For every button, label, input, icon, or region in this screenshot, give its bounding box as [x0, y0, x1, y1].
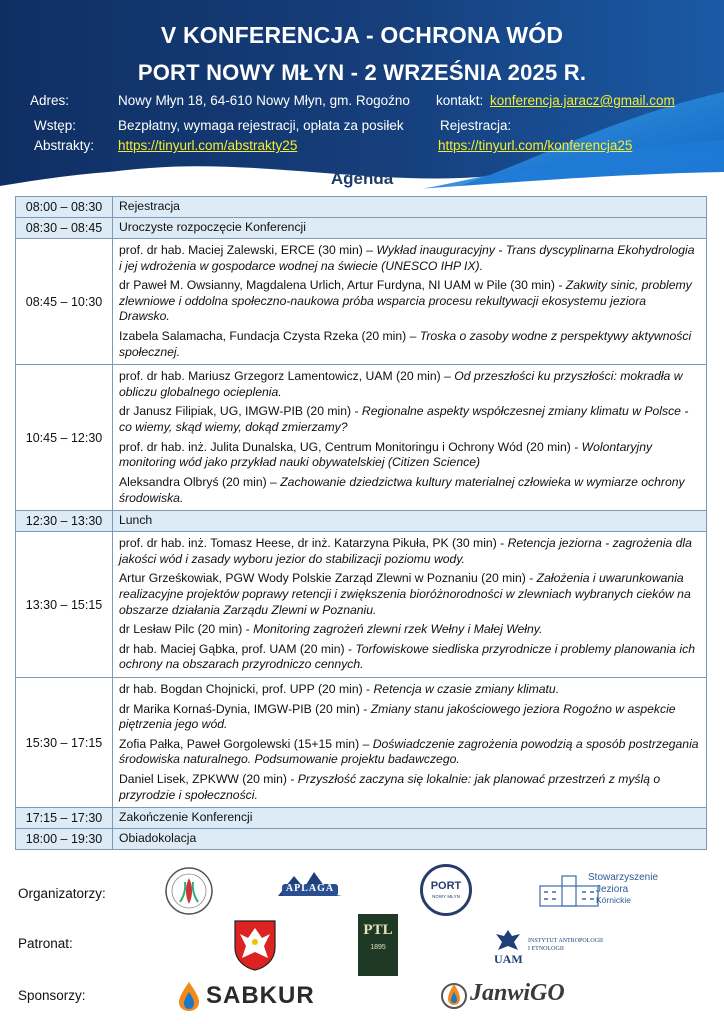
patrons-label: Patronat:	[18, 936, 73, 951]
event-cell: Rejestracja	[113, 197, 707, 218]
time-cell: 08:45 – 10:30	[16, 239, 113, 365]
talk-item	[119, 404, 700, 435]
coat-of-arms-icon	[232, 918, 278, 972]
institute-text-2: I ETNOLOGII	[528, 946, 564, 952]
talk-title: Założenia i uwarunkowania realizacyjne projektów poprawy retencji i zwiększenia bioróżnorodności w zlewniach wybranych cieków na obszarze działania Zarządu Zlewni w Poznaniu.	[119, 571, 691, 617]
ptl-logo-year: 1895	[370, 944, 386, 951]
time-cell: 15:30 – 17:15	[16, 678, 113, 808]
talk-item	[119, 329, 700, 360]
janwigo-flame-icon	[440, 978, 468, 1010]
talk-duration: (20 min) -	[311, 701, 371, 716]
conference-subtitle: PORT NOWY MŁYN - 2 WRZEŚNIA 2025 R.	[137, 60, 587, 85]
janwigo-text: JanwiGO	[470, 980, 565, 1006]
ptl-logo	[358, 914, 398, 976]
conference-title: V KONFERENCJA - OCHRONA WÓD	[160, 22, 564, 48]
session-cell	[113, 365, 707, 511]
talk-speaker: dr Marika Kornaś-Dynia, IMGW-PIB	[119, 701, 312, 716]
agenda-title: Agenda	[330, 169, 394, 188]
talk-title: Od przeszłości ku przyszłości: mokradła w obliczu globalnego ocieplenia.	[119, 369, 683, 399]
port-nowy-mlyn-logo	[420, 864, 472, 916]
uam-institute-logo	[494, 928, 614, 968]
time-cell: 12:30 – 13:30	[16, 511, 113, 532]
talk-title: Wolontaryjny monitoring wód jako przykład nauki obywatelskiej (Citizen Science)	[119, 439, 653, 470]
session-cell	[113, 239, 707, 365]
sponsors-label: Sponsorzy:	[18, 988, 86, 1003]
talk-speaker: dr Paweł M. Owsianny, Magdalena Urlich, Artur Furdyna, NI UAM w Pile	[119, 278, 507, 293]
table-row	[16, 829, 707, 850]
contact-label: kontakt:	[436, 93, 484, 108]
agenda-table	[15, 196, 707, 850]
address-label: Adres:	[30, 93, 70, 108]
session-cell	[113, 678, 707, 808]
entry-label: Wstęp:	[34, 118, 77, 133]
stowarzyszenie-logo	[538, 868, 668, 910]
session-cell	[113, 532, 707, 678]
registration-label: Rejestracja:	[440, 118, 512, 133]
talk-speaker: Aleksandra Olbryś	[119, 474, 219, 489]
talk-duration: (20 min) -	[314, 682, 374, 697]
time-cell: 13:30 – 15:15	[16, 532, 113, 678]
talk-duration: (20 min) -	[194, 622, 254, 637]
uam-text: UAM	[494, 952, 523, 966]
talk-speaker: prof. dr hab. inż. Julita Dunalska, UG, Centrum Monitoringu i Ochrony Wód	[119, 439, 523, 454]
talk-item	[119, 642, 700, 673]
registration-link[interactable]: https://tinyurl.com/konferencja25	[438, 138, 633, 153]
talk-title: Doświadczenie zagrożenia powodzią a sposób postrzegania środowiska naturalnego. Podsumowanie projektu badawczego.	[119, 736, 699, 767]
talk-duration: (30 min) –	[314, 243, 377, 257]
talk-item	[119, 369, 700, 400]
talk-title: Wykład inauguracyjny - Trans dyscyplinarna Ekohydrologia i jej wdrożenia w gospodarce wodnej na świecie (UNESCO IHP IX).	[119, 243, 695, 273]
sabkur-logo	[176, 980, 326, 1012]
port-logo-text: PORT	[430, 880, 462, 892]
stowarzyszenie-text-1: Stowarzyszenie	[588, 872, 659, 883]
talk-item	[119, 475, 700, 506]
talk-speaker: Izabela Salamacha, Fundacja Czysta Rzeka	[119, 329, 359, 344]
abstracts-link[interactable]: https://tinyurl.com/abstrakty25	[118, 138, 298, 153]
time-cell: 08:00 – 08:30	[16, 197, 113, 218]
table-row	[16, 808, 707, 829]
society-seal-logo	[164, 866, 214, 916]
talk-duration: (20 min) –	[392, 369, 455, 384]
table-row	[16, 197, 707, 218]
talk-speaker: dr hab. Bogdan Chojnicki, prof. UPP	[119, 682, 315, 697]
talk-duration: (20 min) -	[302, 404, 362, 419]
talk-item	[119, 571, 700, 618]
time-cell: 18:00 – 19:30	[16, 829, 113, 850]
event-cell: Lunch	[113, 511, 707, 532]
table-row	[16, 511, 707, 532]
table-row	[16, 239, 707, 365]
time-cell: 08:30 – 08:45	[16, 218, 113, 239]
talk-speaker: dr Janusz Filipiak, UG, IMGW-PIB	[119, 404, 303, 419]
header-banner	[0, 0, 724, 195]
event-cell: Zakończenie Konferencji	[113, 808, 707, 829]
aplaga-logo	[274, 866, 346, 906]
talk-title: Przyszłość zaczyna się lokalnie: jak planować przestrzeń z myślą o przyrodzie i społeczności.	[119, 772, 661, 802]
abstracts-label: Abstrakty:	[34, 138, 95, 153]
talk-duration: (15+15 min) –	[290, 736, 373, 751]
talk-title: Regionalne aspekty współczesnej zmiany klimatu w Polsce - co wiemy, skąd wiemy, dokąd zmierzamy?	[119, 404, 689, 435]
entry-value: Bezpłatny, wymaga rejestracji, opłata za posiłek	[118, 118, 404, 133]
organizers-label: Organizatorzy:	[18, 886, 106, 901]
talk-item	[119, 440, 700, 471]
talk-item	[119, 243, 700, 274]
talk-title: Zakwity sinic, problemy zlewniowe i oddolna społeczno-naukowa próba wsparcia procesu rekultywacji ekosystemu jeziora Drawsko.	[119, 278, 692, 324]
time-cell: 10:45 – 12:30	[16, 365, 113, 511]
talk-duration: (30 min) -	[448, 536, 508, 551]
table-row	[16, 365, 707, 511]
contact-email-link[interactable]: konferencja.jaracz@gmail.com	[490, 93, 675, 108]
port-logo-subtext: NOWY MŁYN	[432, 894, 460, 899]
talk-item	[119, 622, 700, 638]
time-cell: 17:15 – 17:30	[16, 808, 113, 829]
talk-title: Monitoring zagrożeń zlewni rzek Wełny i Małej Wełny.	[253, 622, 543, 637]
talk-item	[119, 682, 700, 698]
talk-title: Zmiany stanu jakościowego jeziora Rogoźno w aspekcie piętrzenia jego wód.	[119, 701, 676, 732]
talk-title: Retencja jeziorna - zagrożenia dla jakości wód i zasady wyboru jezior do stabilizacji poziomu wody.	[119, 536, 692, 566]
talk-title: Retencja w czasie zmiany klimatu.	[373, 682, 560, 697]
talk-speaker: dr hab. Maciej Gąbka, prof. UAM	[119, 641, 297, 656]
ptl-logo-text: PTL	[363, 922, 393, 938]
talk-speaker: prof. dr hab. inż. Tomasz Heese, dr inż. Katarzyna Pikuła, PK	[119, 536, 449, 551]
table-row	[16, 532, 707, 678]
talk-item	[119, 772, 700, 803]
event-cell: Obiadokolacja	[113, 829, 707, 850]
stowarzyszenie-text-3: Kórnickie	[596, 895, 631, 905]
address-value: Nowy Młyn 18, 64-610 Nowy Młyn, gm. Rogoźno	[118, 93, 410, 108]
event-cell: Uroczyste rozpoczęcie Konferencji	[113, 218, 707, 239]
table-row	[16, 218, 707, 239]
talk-duration: (20 min) –	[358, 329, 420, 344]
aplaga-text: APLAGA	[285, 883, 335, 894]
uam-eagle-icon	[494, 928, 522, 952]
talk-duration: (20 min) -	[477, 571, 537, 586]
talk-duration: (30 min) -	[506, 278, 566, 293]
talk-item	[119, 536, 700, 567]
talk-item	[119, 278, 700, 325]
talk-title: Troska o zasoby wodne z perspektywy aktywności społecznej.	[119, 329, 692, 359]
sabkur-text: SABKUR	[206, 982, 315, 1009]
talk-title: Torfowiskowe siedliska przyrodnicze i problemy planowania ich ochrony na obszarach przyrodniczo cennych.	[119, 641, 695, 672]
talk-duration: (20 min) -	[522, 439, 582, 454]
talk-speaker: Artur Grześkowiak, PGW Wody Polskie Zarząd Zlewni w Poznaniu	[119, 571, 478, 586]
talk-speaker: dr Lesław Pilc	[119, 622, 195, 637]
talk-speaker: Zofia Pałka, Paweł Gorgolewski	[119, 736, 291, 751]
talk-speaker: prof. dr hab. Mariusz Grzegorz Lamentowicz, UAM	[119, 369, 393, 384]
talk-item	[119, 702, 700, 733]
talk-duration: (20 min) -	[296, 641, 356, 656]
flame-drop-icon	[176, 980, 202, 1012]
talk-item	[119, 737, 700, 768]
table-row	[16, 678, 707, 808]
talk-speaker: prof. dr hab. Maciej Zalewski, ERCE	[119, 243, 315, 257]
talk-speaker: Daniel Lisek, ZPKWW	[119, 772, 239, 787]
talk-duration: (20 min) -	[238, 772, 298, 787]
institute-text-1: INSTYTUT ANTROPOLOGII	[528, 938, 604, 944]
janwigo-logo	[440, 978, 600, 1012]
talk-duration: (20 min) –	[218, 474, 281, 489]
talk-title: Zachowanie dziedzictwa kultury materialnej człowieka w wymiarze ochrony środowiska.	[119, 474, 685, 505]
stowarzyszenie-text-2: Jeziora	[596, 884, 629, 895]
